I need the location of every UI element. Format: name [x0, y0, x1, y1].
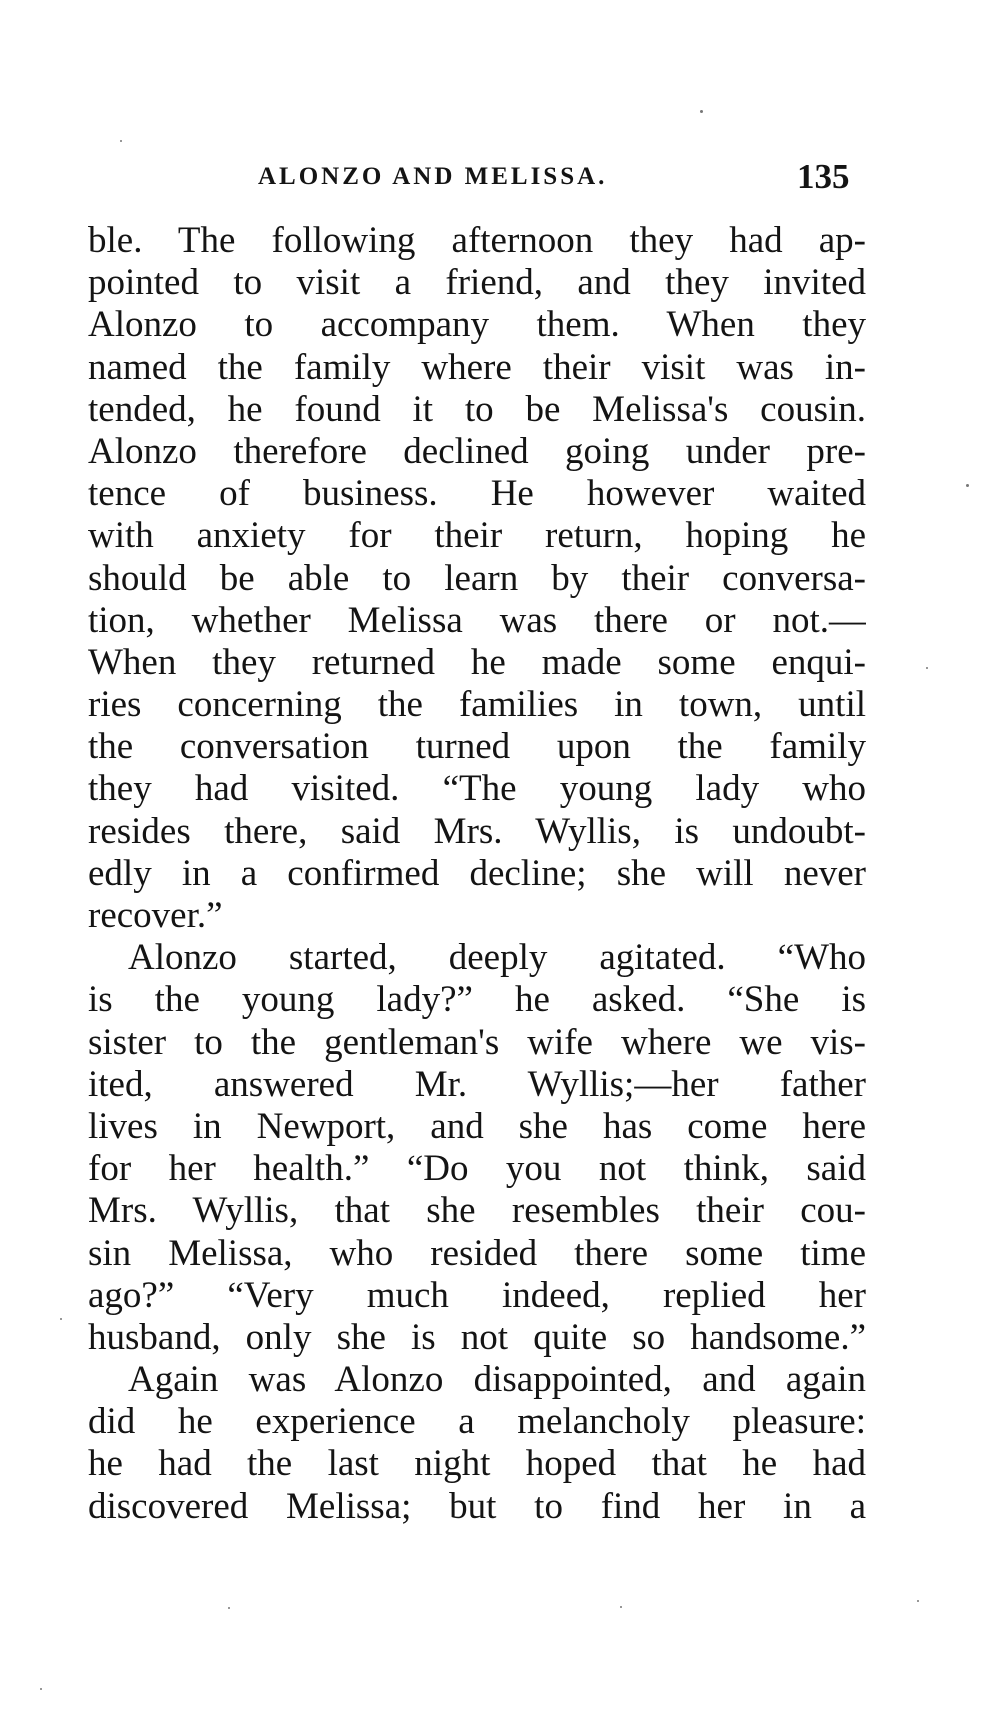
scan-speck — [120, 140, 122, 142]
text-line: should be able to learn by their conversa- — [88, 557, 866, 599]
text-line: When they returned he made some enqui- — [88, 641, 866, 683]
page-number: 135 — [797, 157, 850, 196]
text-line: for her health.” “Do you not think, said — [88, 1148, 866, 1190]
text-line: named the family where their visit was in- — [88, 346, 866, 388]
text-line: did he experience a melancholy pleasure: — [88, 1401, 866, 1443]
text-line: sister to the gentleman's wife where we vis- — [88, 1021, 866, 1063]
page-header — [0, 152, 985, 202]
text-line: Again was Alonzo disappointed, and again — [128, 1359, 866, 1401]
text-line: edly in a confirmed decline; she will never — [88, 852, 866, 894]
text-line: sin Melissa, who resided there some time — [88, 1232, 866, 1274]
text-line: ble. The following afternoon they had ap- — [88, 220, 866, 261]
scan-speck — [40, 1688, 42, 1690]
text-line: is the young lady?” he asked. “She is — [88, 979, 866, 1021]
text-line: the conversation turned upon the family — [88, 726, 866, 768]
text-line: Mrs. Wyllis, that she resembles their cou- — [88, 1190, 866, 1232]
text-line: he had the last night hoped that he had — [88, 1443, 866, 1485]
text-line: discovered Melissa; but to find her in a — [88, 1485, 866, 1527]
scan-speck — [966, 484, 969, 487]
scan-speck — [228, 1607, 230, 1609]
text-line: ago?” “Very much indeed, replied her — [88, 1274, 866, 1316]
text-line: Alonzo started, deeply agitated. “Who — [128, 937, 866, 979]
text-line: with anxiety for their return, hoping he — [88, 515, 866, 557]
running-title: ALONZO AND MELISSA. — [258, 163, 608, 190]
scan-speck — [926, 667, 928, 669]
text-line: recover.” — [88, 895, 223, 936]
text-line: husband, only she is not quite so handsome.” — [88, 1316, 866, 1358]
text-line: resides there, said Mrs. Wyllis, is undoubt- — [88, 810, 866, 852]
scan-speck — [700, 110, 703, 113]
text-line: ited, answered Mr. Wyllis;—her father — [88, 1063, 866, 1105]
text-line: Alonzo to accompany them. When they — [88, 304, 866, 346]
text-line: lives in Newport, and she has come here — [88, 1105, 866, 1147]
text-line: tence of business. He however waited — [88, 473, 866, 515]
scan-speck — [917, 1600, 919, 1602]
scan-speck — [620, 1606, 622, 1608]
text-line: they had visited. “The young lady who — [88, 768, 866, 810]
scan-speck — [60, 1318, 62, 1320]
body-text — [88, 220, 866, 1528]
text-line: Alonzo therefore declined going under pre- — [88, 430, 866, 472]
text-line: pointed to visit a friend, and they invited — [88, 262, 866, 304]
text-line: ries concerning the families in town, until — [88, 684, 866, 726]
text-line: tended, he found it to be Melissa's cousin. — [88, 388, 866, 430]
text-line: tion, whether Melissa was there or not.— — [88, 599, 866, 641]
